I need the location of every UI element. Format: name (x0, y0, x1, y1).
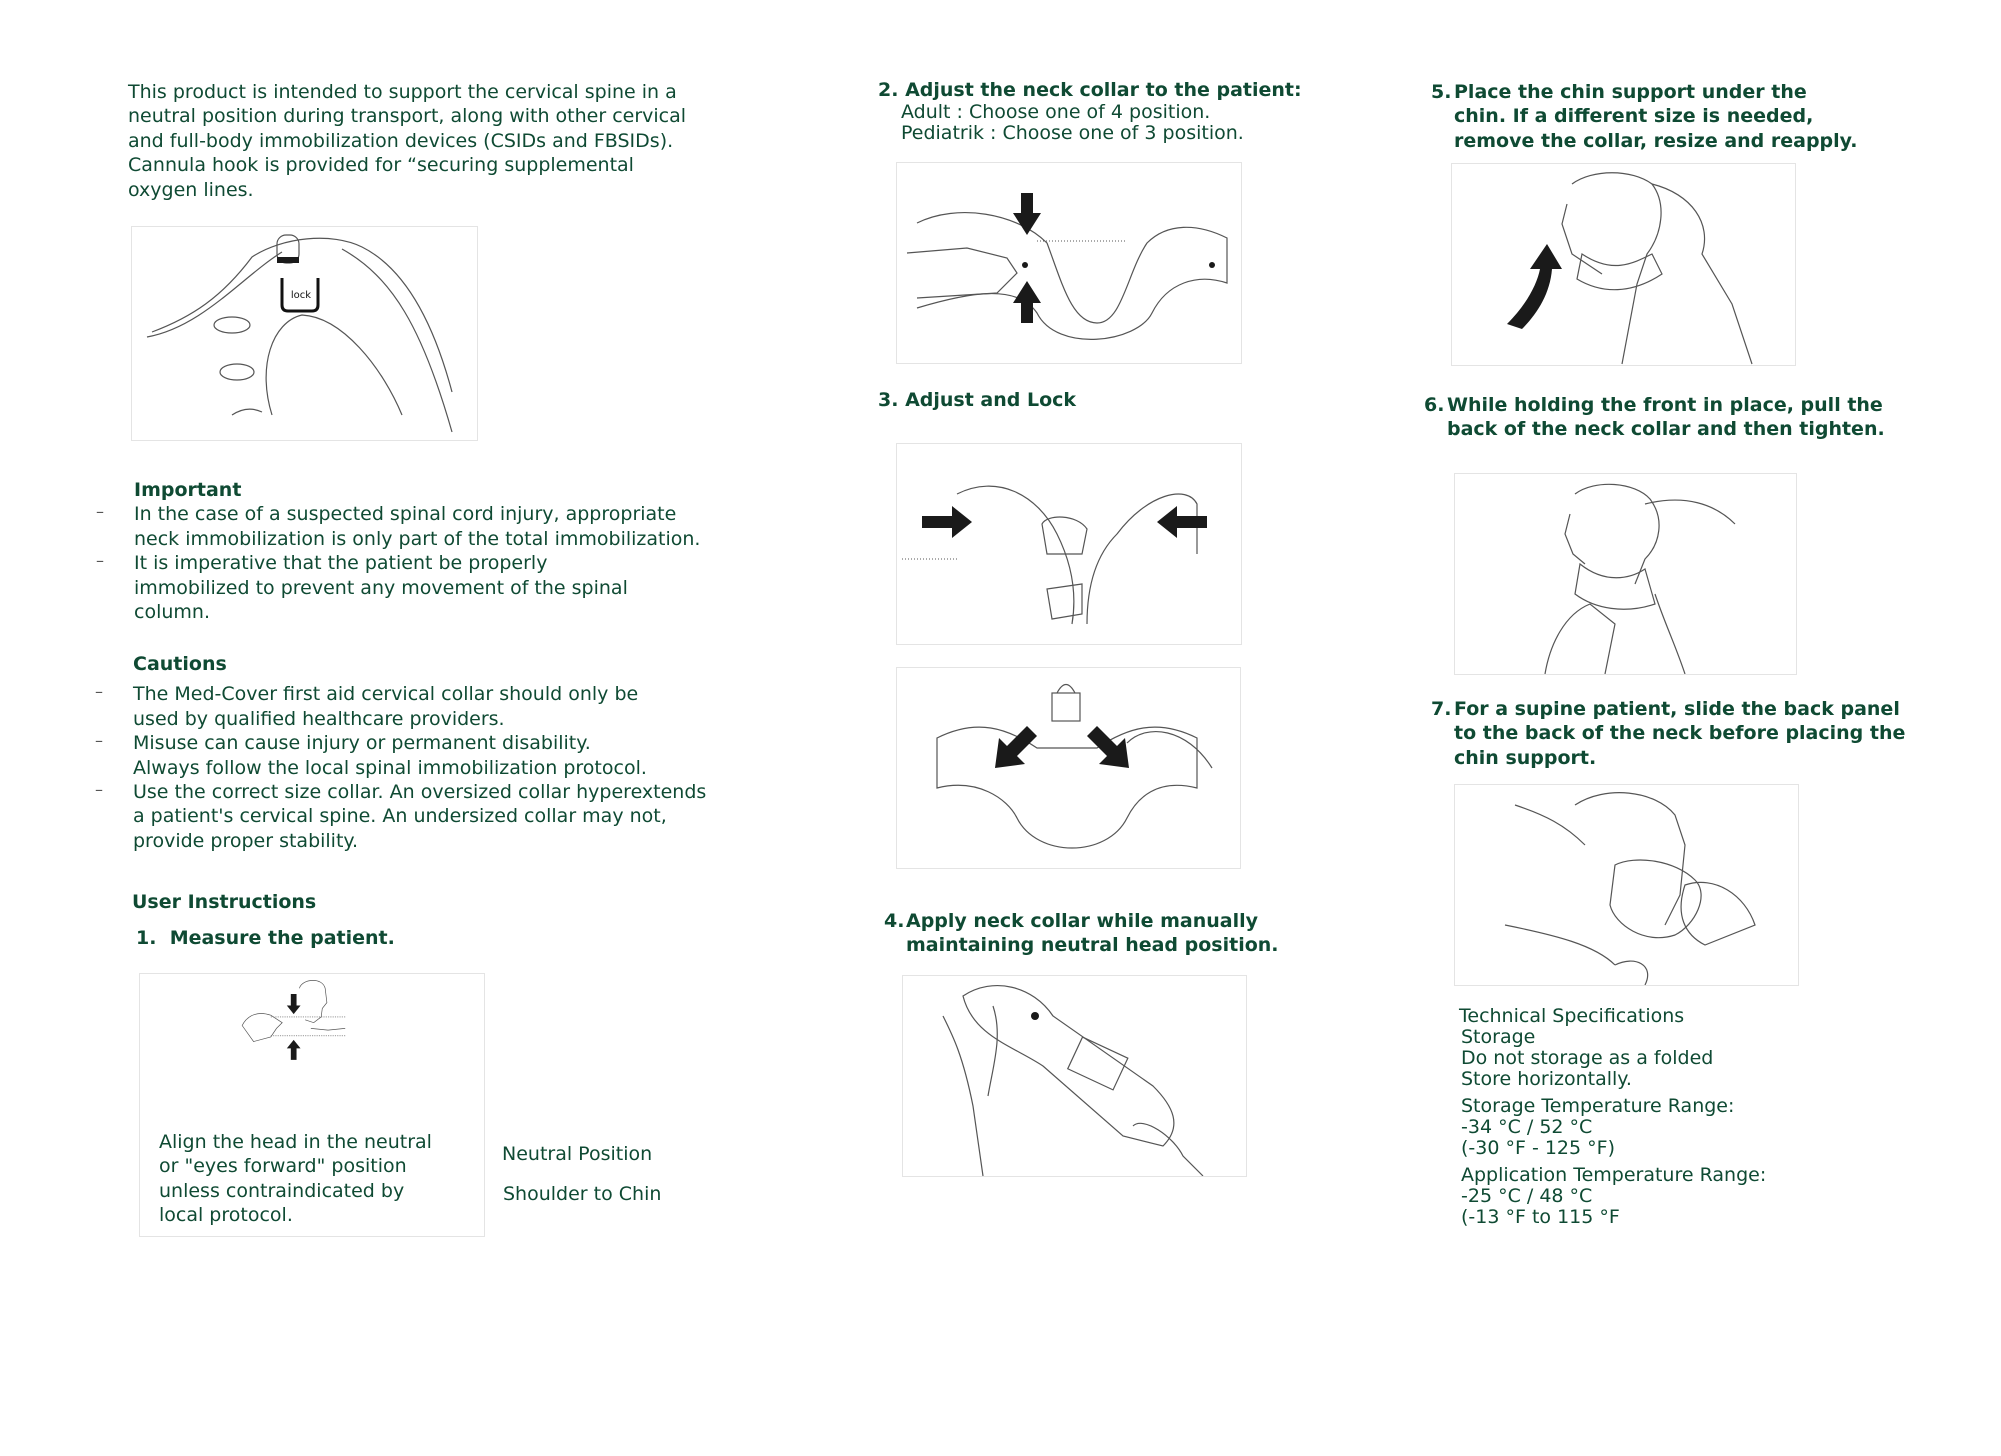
tech-specs-title: Technical Specifications (1459, 1005, 1685, 1027)
measure-illustration (139, 973, 485, 1237)
technical-specifications (1459, 1006, 1766, 1228)
caution-item: – Misuse can cause injury or permanent disability. Always follow the local spinal immobilization protocol. (95, 731, 647, 779)
supine-patient-illustration (1454, 784, 1799, 986)
application-temperature-block: Application Temperature Range: -25 °C / 48 °C (-13 °F to 115 °F (1461, 1164, 1767, 1228)
lock-illustration (131, 226, 478, 441)
step5: 5. Place the chin support under the chin. If a different size is needed, remove the collar, resize and reapply. (1431, 81, 1858, 152)
lock-collar-illustration (896, 667, 1241, 869)
dash-bullet: – (96, 551, 104, 571)
storage-block: Storage Do not storage as a folded Store horizontally. (1461, 1026, 1714, 1090)
neutral-position-label: Neutral Position (502, 1143, 653, 1165)
storage-temperature-block: Storage Temperature Range: -34 °C / 52 °C (-30 °F - 125 °F) (1461, 1095, 1735, 1159)
caution-item: – Use the correct size collar. An oversized collar hyperextends a patient's cervical spine. An undersized collar may not, provide proper stability. (95, 780, 707, 852)
important-item: – It is imperative that the patient be properly immobilized to prevent any movement of the spinal column. (96, 551, 628, 624)
dash-bullet: – (95, 731, 103, 751)
important-section (96, 478, 701, 624)
dash-bullet: – (95, 780, 103, 800)
important-item: – In the case of a suspected spinal cord injury, appropriate neck immobilization is only part of the total immobilization. (96, 502, 701, 550)
step7: 7. For a supine patient, slide the back panel to the back of the neck before placing the chin support. (1431, 698, 1906, 769)
caution-item: – The Med-Cover first aid cervical collar should only be used by qualified healthcare providers. (95, 682, 639, 730)
shoulder-to-chin-label: Shoulder to Chin (503, 1183, 662, 1205)
cautions-heading: Cautions (133, 653, 227, 675)
step6: 6. While holding the front in place, pull the back of the neck collar and then tighten. (1424, 394, 1885, 441)
step1-title: 1. Measure the patient. (136, 927, 395, 949)
intro-paragraph: This product is intended to support the cervical spine in a neutral position during transport, along with other cervical and full-body immobilization devices (CSIDs and FBSIDs). Cannula hook is provided for “securing supplemental oxygen lines. (128, 81, 687, 201)
step2: 2. Adjust the neck collar to the patient: Adult : Choose one of 4 position. Pediatrik : Choose one of 3 position. (878, 79, 1302, 145)
lock-label: lock (290, 290, 312, 301)
dash-bullet: – (95, 682, 103, 702)
tighten-collar-illustration (1454, 473, 1797, 675)
user-instructions-heading: User Instructions (132, 891, 317, 913)
apply-collar-illustration (902, 975, 1247, 1177)
cautions-section (95, 652, 707, 853)
step4: 4. Apply neck collar while manually maintaining neutral head position. (884, 910, 1279, 957)
measure-caption: Align the head in the neutral or "eyes forward" position unless contraindicated by local protocol. (159, 1131, 432, 1227)
chin-support-illustration (1451, 163, 1796, 366)
adjust-lock-illustration (896, 443, 1242, 645)
adjust-collar-illustration (896, 162, 1242, 364)
step3-title: 3. Adjust and Lock (878, 389, 1077, 411)
important-heading: Important (134, 479, 242, 501)
dash-bullet: – (96, 502, 104, 522)
